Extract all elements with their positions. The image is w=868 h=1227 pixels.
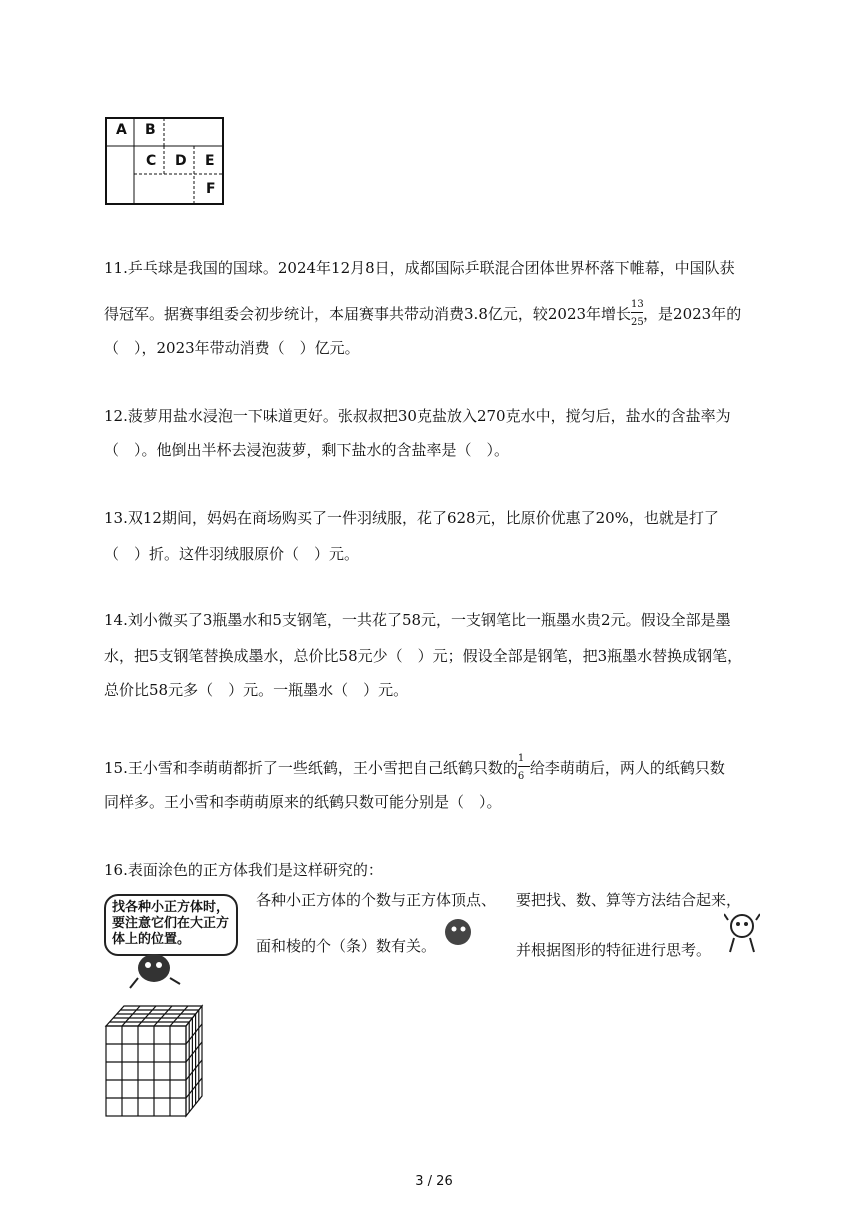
cube-right-face: [186, 1006, 202, 1116]
grid-label-f: F: [206, 181, 216, 197]
q11-fraction: [631, 299, 644, 328]
tip-1-line-2: 面和棱的个（条）数有关。: [256, 937, 437, 955]
grid-label-c: C: [146, 153, 157, 169]
grid-label-a: A: [116, 122, 127, 138]
q15-line-1-post: 给李萌萌后，两人的纸鹤只数: [529, 759, 725, 777]
tip-2-line-2: 并根据图形的特征进行思考。: [516, 941, 712, 959]
q16-line-1: 16.表面涂色的正方体我们是这样研究的：: [104, 861, 383, 879]
grid-label-b: B: [145, 122, 156, 138]
cube-front-face: [106, 1026, 186, 1116]
q15-frac-den: 6: [517, 771, 525, 782]
q15-line-1-pre: 15.王小雪和李萌萌都折了一些纸鹤，王小雪把自己纸鹤只数的: [104, 759, 518, 777]
q11-line-1: 11.乒乓球是我国的国球。2024年12月8日，成都国际乒联混合团体世界杯落下帷幕，中国队获: [104, 259, 735, 277]
cartoon-figure-icon: [724, 910, 760, 954]
q15-line-2: 同样多。王小雪和李萌萌原来的纸鹤只数可能分别是（ ）。: [104, 793, 502, 811]
q11-frac-num: 13: [631, 299, 644, 310]
cube-5x5x5-figure: [104, 1002, 204, 1120]
q11-line-3: （ ），2023年带动消费（ ）亿元。: [104, 339, 360, 357]
tip-1-line-1: 各种小正方体的个数与正方体顶点、: [256, 891, 497, 909]
page-number: 3 / 26: [415, 1174, 453, 1189]
q15-fraction: [517, 753, 530, 782]
q14-line-3: 总价比58元多（ ）元。一瓶墨水（ ）元。: [104, 681, 409, 699]
cartoon-character-icon: [126, 948, 186, 990]
q11-frac-den: 25: [631, 317, 644, 328]
q11-line-2-pre: 得冠军。据赛事组委会初步统计，本届赛事共带动消费3.8亿元，较2023年增长: [104, 305, 632, 323]
speech-bubble-text: 找各种小正方体时，要注意它们在大正方体上的位置。: [112, 900, 230, 947]
q12-line-1: 12.菠萝用盐水浸泡一下味道更好。张叔叔把30克盐放入270克水中，搅匀后，盐水的含盐率为: [104, 407, 731, 425]
q15-line-1: [104, 753, 725, 782]
tip-2-line-1: 要把找、数、算等方法结合起来，: [516, 891, 742, 909]
grid-label-d: D: [175, 153, 187, 169]
q11-line-2: [104, 299, 742, 328]
grid-label-e: E: [205, 153, 215, 169]
q13-line-1: 13.双12期间，妈妈在商场购买了一件羽绒服，花了628元，比原价优惠了20%，也就是打了: [104, 509, 719, 527]
q14-line-1: 14.刘小微买了3瓶墨水和5支钢笔，一共花了58元，一支钢笔比一瓶墨水贵2元。假设全部是墨: [104, 611, 731, 629]
q15-frac-num: 1: [517, 753, 525, 764]
q12-line-2: （ ）。他倒出半杯去浸泡菠萝，剩下盐水的含盐率是（ ）。: [104, 441, 510, 459]
q14-line-2: 水，把5支钢笔替换成墨水，总价比58元少（ ）元；假设全部是钢笔，把3瓶墨水替换成钢笔，: [104, 647, 743, 665]
q11-line-2-post: ，是2023年的: [643, 305, 742, 323]
q13-line-2: （ ）折。这件羽绒服原价（ ）元。: [104, 545, 360, 563]
cartoon-thinking-icon: [440, 912, 476, 948]
